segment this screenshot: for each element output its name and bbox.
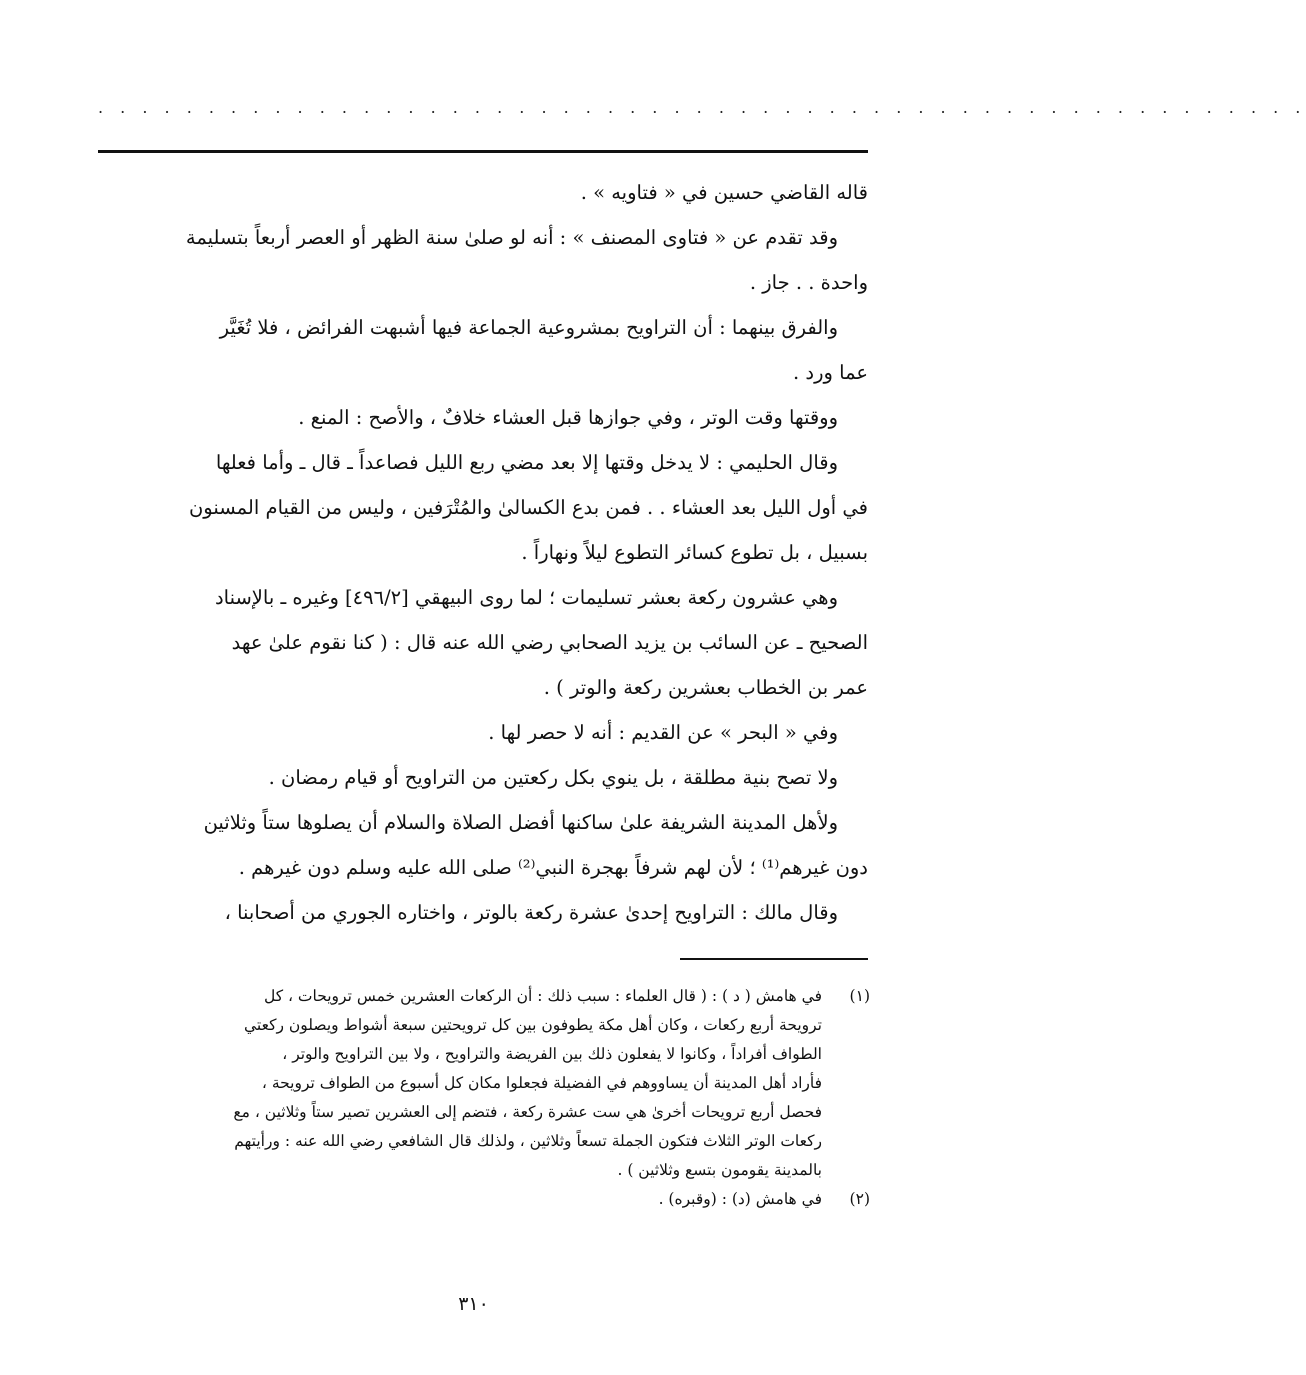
footnote-number: (٢) bbox=[849, 1190, 870, 1208]
text-line: وهي عشرون ركعة بعشر تسليمات ؛ لما روى البيهقي [٤٩٦/٢] وغيره ـ بالإسناد bbox=[214, 586, 838, 609]
footnote-1 bbox=[96, 982, 870, 1185]
footnote-line: ركعات الوتر الثلاث فتكون الجملة تسعاً وثلاثين ، ولذلك قال الشافعي رضي الله عنه : ورأيتهم bbox=[234, 1132, 822, 1150]
text-line: عمر بن الخطاب بعشرين ركعة والوتر ) . bbox=[543, 676, 868, 699]
header-dots: . . . . . . . . . . . . . . . . . . . . . . . . . . . . . . . . . . . . . . . . . . . . . . . . . . . . . . . bbox=[98, 98, 1306, 117]
text-line: الصحيح ـ عن السائب بن يزيد الصحابي رضي الله عنه قال : ( كنا نقوم علىٰ عهد bbox=[231, 631, 868, 654]
text-line: دون غيرهم⁽¹⁾ ؛ لأن لهم شرفاً بهجرة النبي⁽²⁾ صلى الله عليه وسلم دون غيرهم . bbox=[238, 856, 868, 879]
text-line: وفي « البحر » عن القديم : أنه لا حصر لها . bbox=[488, 721, 838, 744]
text-line: والفرق بينهما : أن التراويح بمشروعية الجماعة فيها أشبهت الفرائض ، فلا تُغَيَّر bbox=[219, 316, 838, 339]
footnote-number: (١) bbox=[849, 987, 870, 1005]
footnote-line: الطواف أفراداً ، وكانوا لا يفعلون ذلك بين الفريضة والتراويح ، ولا بين التراويح والوتر ، bbox=[282, 1045, 822, 1063]
text-line: وقال الحليمي : لا يدخل وقتها إلا بعد مضي ربع الليل فصاعداً ـ قال ـ وأما فعلها bbox=[215, 451, 838, 474]
text-line: ووقتها وقت الوتر ، وفي جوازها قبل العشاء خلافٌ ، والأصح : المنع . bbox=[298, 406, 838, 429]
page-number: ٣١٠ bbox=[458, 1293, 489, 1315]
text-line: بسبيل ، بل تطوع كسائر التطوع ليلاً ونهاراً . bbox=[521, 541, 868, 564]
text-line: واحدة . . جاز . bbox=[749, 271, 868, 294]
main-text bbox=[98, 170, 868, 935]
text-line: وقال مالك : التراويح إحدىٰ عشرة ركعة بالوتر ، واختاره الجوري من أصحابنا ، bbox=[224, 901, 838, 924]
footnote-rule bbox=[680, 958, 868, 960]
text-line: قاله القاضي حسين في « فتاويه » . bbox=[580, 181, 868, 204]
footnote-line: فحصل أربع ترويحات أخرىٰ هي ست عشرة ركعة ، فتضم إلى العشرين تصير ستاً وثلاثين ، مع bbox=[233, 1103, 822, 1121]
header-rule bbox=[98, 150, 868, 153]
footnote-line: فأراد أهل المدينة أن يساووهم في الفضيلة فجعلوا مكان كل أسبوع من الطواف ترويحة ، bbox=[261, 1074, 822, 1092]
text-line: وقد تقدم عن « فتاوى المصنف » : أنه لو صلىٰ سنة الظهر أو العصر أربعاً بتسليمة bbox=[185, 226, 838, 249]
text-line: في أول الليل بعد العشاء . . فمن بدع الكسالىٰ والمُتْرَفين ، وليس من القيام المسنون bbox=[188, 496, 868, 519]
footnote-line: في هامش (د) : (وقبره) . bbox=[658, 1190, 822, 1208]
text-line: ولا تصح بنية مطلقة ، بل ينوي بكل ركعتين من التراويح أو قيام رمضان . bbox=[268, 766, 838, 789]
footnote-2 bbox=[96, 1185, 870, 1214]
footnote-line: بالمدينة يقومون بتسع وثلاثين ) . bbox=[617, 1161, 822, 1179]
footnotes bbox=[96, 982, 870, 1214]
text-line: ولأهل المدينة الشريفة علىٰ ساكنها أفضل الصلاة والسلام أن يصلوها ستاً وثلاثين bbox=[203, 811, 838, 834]
footnote-line: ترويحة أربع ركعات ، وكان أهل مكة يطوفون بين كل ترويحتين سبعة أشواط ويصلون ركعتي bbox=[244, 1016, 822, 1034]
footnote-line: في هامش ( د ) : ( قال العلماء : سبب ذلك : أن الركعات العشرين خمس ترويحات ، كل bbox=[263, 987, 822, 1005]
text-line: عما ورد . bbox=[793, 361, 868, 384]
